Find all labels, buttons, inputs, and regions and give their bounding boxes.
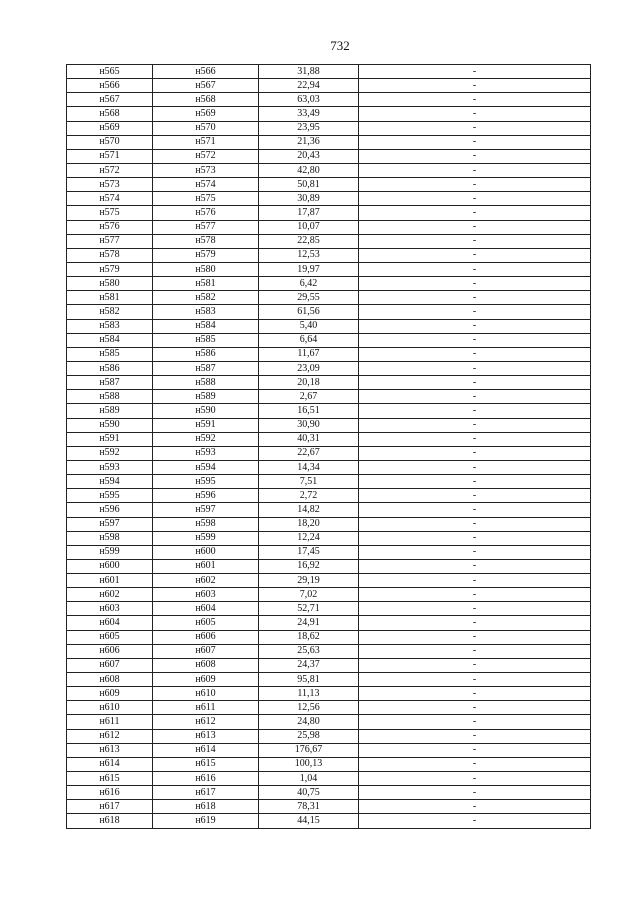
from-point-cell: н580 [67,277,153,291]
to-point-cell: н580 [153,262,259,276]
table-row [67,531,591,545]
length-cell: 40,75 [259,786,359,800]
length-cell: 12,53 [259,248,359,262]
length-cell: 20,18 [259,376,359,390]
note-cell: - [359,475,591,489]
length-cell: 12,56 [259,701,359,715]
from-point-cell: н575 [67,206,153,220]
note-cell: - [359,262,591,276]
length-cell: 23,95 [259,121,359,135]
length-cell: 17,45 [259,545,359,559]
from-point-cell: н584 [67,333,153,347]
length-cell: 44,15 [259,814,359,828]
from-point-cell: н566 [67,79,153,93]
from-point-cell: н573 [67,178,153,192]
length-cell: 12,24 [259,531,359,545]
note-cell: - [359,658,591,672]
table-row [67,800,591,814]
to-point-cell: н607 [153,644,259,658]
to-point-cell: н591 [153,418,259,432]
note-cell: - [359,446,591,460]
to-point-cell: н583 [153,305,259,319]
table-row [67,376,591,390]
table-row [67,404,591,418]
table-row [67,432,591,446]
to-point-cell: н600 [153,545,259,559]
table-row [67,616,591,630]
to-point-cell: н585 [153,333,259,347]
note-cell: - [359,772,591,786]
from-point-cell: н576 [67,220,153,234]
to-point-cell: н597 [153,503,259,517]
from-point-cell: н591 [67,432,153,446]
table-body [67,65,591,829]
note-cell: - [359,291,591,305]
note-cell: - [359,687,591,701]
note-cell: - [359,390,591,404]
boundary-segments-table [66,64,591,829]
table-row [67,277,591,291]
to-point-cell: н593 [153,446,259,460]
note-cell: - [359,489,591,503]
table-row [67,503,591,517]
from-point-cell: н597 [67,517,153,531]
to-point-cell: н594 [153,460,259,474]
note-cell: - [359,531,591,545]
to-point-cell: н602 [153,574,259,588]
from-point-cell: н595 [67,489,153,503]
note-cell: - [359,192,591,206]
from-point-cell: н594 [67,475,153,489]
note-cell: - [359,729,591,743]
to-point-cell: н590 [153,404,259,418]
note-cell: - [359,743,591,757]
from-point-cell: н570 [67,135,153,149]
length-cell: 176,67 [259,743,359,757]
table-row [67,814,591,828]
note-cell: - [359,588,591,602]
from-point-cell: н606 [67,644,153,658]
note-cell: - [359,545,591,559]
note-cell: - [359,220,591,234]
from-point-cell: н586 [67,361,153,375]
length-cell: 29,55 [259,291,359,305]
from-point-cell: н585 [67,347,153,361]
note-cell: - [359,574,591,588]
table-row [67,192,591,206]
length-cell: 11,13 [259,687,359,701]
to-point-cell: н606 [153,630,259,644]
note-cell: - [359,135,591,149]
length-cell: 14,82 [259,503,359,517]
note-cell: - [359,107,591,121]
from-point-cell: н589 [67,404,153,418]
table-row [67,644,591,658]
to-point-cell: н588 [153,376,259,390]
table-row [67,630,591,644]
length-cell: 6,42 [259,277,359,291]
table-row [67,743,591,757]
note-cell: - [359,630,591,644]
to-point-cell: н579 [153,248,259,262]
from-point-cell: н612 [67,729,153,743]
to-point-cell: н572 [153,149,259,163]
to-point-cell: н577 [153,220,259,234]
note-cell: - [359,616,591,630]
from-point-cell: н569 [67,121,153,135]
to-point-cell: н617 [153,786,259,800]
table-row [67,121,591,135]
table-row [67,786,591,800]
length-cell: 2,67 [259,390,359,404]
to-point-cell: н618 [153,800,259,814]
length-cell: 40,31 [259,432,359,446]
from-point-cell: н610 [67,701,153,715]
note-cell: - [359,786,591,800]
table-row [67,602,591,616]
length-cell: 30,90 [259,418,359,432]
from-point-cell: н598 [67,531,153,545]
to-point-cell: н609 [153,673,259,687]
note-cell: - [359,361,591,375]
note-cell: - [359,376,591,390]
to-point-cell: н592 [153,432,259,446]
from-point-cell: н608 [67,673,153,687]
length-cell: 61,56 [259,305,359,319]
to-point-cell: н601 [153,559,259,573]
note-cell: - [359,347,591,361]
to-point-cell: н605 [153,616,259,630]
to-point-cell: н608 [153,658,259,672]
length-cell: 24,37 [259,658,359,672]
from-point-cell: н607 [67,658,153,672]
length-cell: 17,87 [259,206,359,220]
table-row [67,347,591,361]
length-cell: 78,31 [259,800,359,814]
table-row [67,701,591,715]
table-row [67,687,591,701]
from-point-cell: н567 [67,93,153,107]
from-point-cell: н599 [67,545,153,559]
to-point-cell: н596 [153,489,259,503]
table-row [67,291,591,305]
table-row [67,178,591,192]
from-point-cell: н582 [67,305,153,319]
table-row [67,545,591,559]
length-cell: 1,04 [259,772,359,786]
length-cell: 29,19 [259,574,359,588]
note-cell: - [359,277,591,291]
to-point-cell: н567 [153,79,259,93]
table-row [67,206,591,220]
note-cell: - [359,319,591,333]
length-cell: 6,64 [259,333,359,347]
table-row [67,475,591,489]
table-row [67,729,591,743]
length-cell: 7,51 [259,475,359,489]
length-cell: 11,67 [259,347,359,361]
note-cell: - [359,418,591,432]
to-point-cell: н612 [153,715,259,729]
length-cell: 100,13 [259,757,359,771]
table-row [67,79,591,93]
note-cell: - [359,757,591,771]
from-point-cell: н604 [67,616,153,630]
table-row [67,772,591,786]
length-cell: 24,91 [259,616,359,630]
to-point-cell: н604 [153,602,259,616]
to-point-cell: н603 [153,588,259,602]
note-cell: - [359,121,591,135]
from-point-cell: н583 [67,319,153,333]
table-row [67,574,591,588]
length-cell: 30,89 [259,192,359,206]
table-row [67,757,591,771]
table-row [67,262,591,276]
note-cell: - [359,800,591,814]
from-point-cell: н581 [67,291,153,305]
from-point-cell: н565 [67,65,153,79]
from-point-cell: н579 [67,262,153,276]
note-cell: - [359,503,591,517]
table-row [67,673,591,687]
to-point-cell: н598 [153,517,259,531]
from-point-cell: н572 [67,163,153,177]
table-row [67,460,591,474]
to-point-cell: н581 [153,277,259,291]
to-point-cell: н586 [153,347,259,361]
length-cell: 16,92 [259,559,359,573]
length-cell: 22,94 [259,79,359,93]
note-cell: - [359,234,591,248]
table-row [67,333,591,347]
to-point-cell: н569 [153,107,259,121]
length-cell: 7,02 [259,588,359,602]
note-cell: - [359,559,591,573]
note-cell: - [359,715,591,729]
from-point-cell: н577 [67,234,153,248]
table-row [67,305,591,319]
table-row [67,559,591,573]
note-cell: - [359,305,591,319]
length-cell: 95,81 [259,673,359,687]
to-point-cell: н610 [153,687,259,701]
from-point-cell: н600 [67,559,153,573]
to-point-cell: н582 [153,291,259,305]
to-point-cell: н571 [153,135,259,149]
from-point-cell: н596 [67,503,153,517]
table-row [67,319,591,333]
note-cell: - [359,460,591,474]
to-point-cell: н578 [153,234,259,248]
to-point-cell: н566 [153,65,259,79]
to-point-cell: н613 [153,729,259,743]
table-row [67,361,591,375]
note-cell: - [359,178,591,192]
length-cell: 5,40 [259,319,359,333]
from-point-cell: н587 [67,376,153,390]
table-row [67,446,591,460]
note-cell: - [359,432,591,446]
to-point-cell: н570 [153,121,259,135]
to-point-cell: н616 [153,772,259,786]
table-row [67,588,591,602]
to-point-cell: н574 [153,178,259,192]
to-point-cell: н619 [153,814,259,828]
to-point-cell: н589 [153,390,259,404]
length-cell: 10,07 [259,220,359,234]
from-point-cell: н615 [67,772,153,786]
table-row [67,390,591,404]
length-cell: 14,34 [259,460,359,474]
from-point-cell: н617 [67,800,153,814]
length-cell: 18,20 [259,517,359,531]
length-cell: 19,97 [259,262,359,276]
to-point-cell: н587 [153,361,259,375]
from-point-cell: н618 [67,814,153,828]
from-point-cell: н592 [67,446,153,460]
length-cell: 20,43 [259,149,359,163]
to-point-cell: н573 [153,163,259,177]
length-cell: 31,88 [259,65,359,79]
to-point-cell: н614 [153,743,259,757]
note-cell: - [359,93,591,107]
table-row [67,163,591,177]
length-cell: 16,51 [259,404,359,418]
table-row [67,248,591,262]
to-point-cell: н576 [153,206,259,220]
length-cell: 25,98 [259,729,359,743]
table-row [67,418,591,432]
to-point-cell: н584 [153,319,259,333]
note-cell: - [359,333,591,347]
table-row [67,65,591,79]
from-point-cell: н614 [67,757,153,771]
length-cell: 22,67 [259,446,359,460]
table-row [67,715,591,729]
length-cell: 24,80 [259,715,359,729]
page-number: 732 [330,38,350,53]
from-point-cell: н613 [67,743,153,757]
from-point-cell: н616 [67,786,153,800]
length-cell: 18,62 [259,630,359,644]
from-point-cell: н611 [67,715,153,729]
length-cell: 42,80 [259,163,359,177]
length-cell: 52,71 [259,602,359,616]
table-row [67,517,591,531]
length-cell: 22,85 [259,234,359,248]
length-cell: 23,09 [259,361,359,375]
length-cell: 25,63 [259,644,359,658]
note-cell: - [359,602,591,616]
to-point-cell: н595 [153,475,259,489]
table-row [67,107,591,121]
from-point-cell: н574 [67,192,153,206]
length-cell: 50,81 [259,178,359,192]
to-point-cell: н599 [153,531,259,545]
note-cell: - [359,673,591,687]
note-cell: - [359,65,591,79]
table-row [67,489,591,503]
table-row [67,220,591,234]
from-point-cell: н609 [67,687,153,701]
to-point-cell: н611 [153,701,259,715]
from-point-cell: н601 [67,574,153,588]
to-point-cell: н615 [153,757,259,771]
note-cell: - [359,644,591,658]
note-cell: - [359,79,591,93]
from-point-cell: н590 [67,418,153,432]
note-cell: - [359,701,591,715]
table-row [67,135,591,149]
note-cell: - [359,814,591,828]
from-point-cell: н603 [67,602,153,616]
note-cell: - [359,163,591,177]
from-point-cell: н568 [67,107,153,121]
to-point-cell: н568 [153,93,259,107]
table-row [67,149,591,163]
to-point-cell: н575 [153,192,259,206]
from-point-cell: н605 [67,630,153,644]
from-point-cell: н588 [67,390,153,404]
note-cell: - [359,248,591,262]
table-row [67,658,591,672]
table-row [67,93,591,107]
length-cell: 63,03 [259,93,359,107]
length-cell: 21,36 [259,135,359,149]
from-point-cell: н578 [67,248,153,262]
from-point-cell: н571 [67,149,153,163]
note-cell: - [359,149,591,163]
from-point-cell: н602 [67,588,153,602]
length-cell: 2,72 [259,489,359,503]
note-cell: - [359,404,591,418]
from-point-cell: н593 [67,460,153,474]
note-cell: - [359,206,591,220]
note-cell: - [359,517,591,531]
table-row [67,234,591,248]
length-cell: 33,49 [259,107,359,121]
